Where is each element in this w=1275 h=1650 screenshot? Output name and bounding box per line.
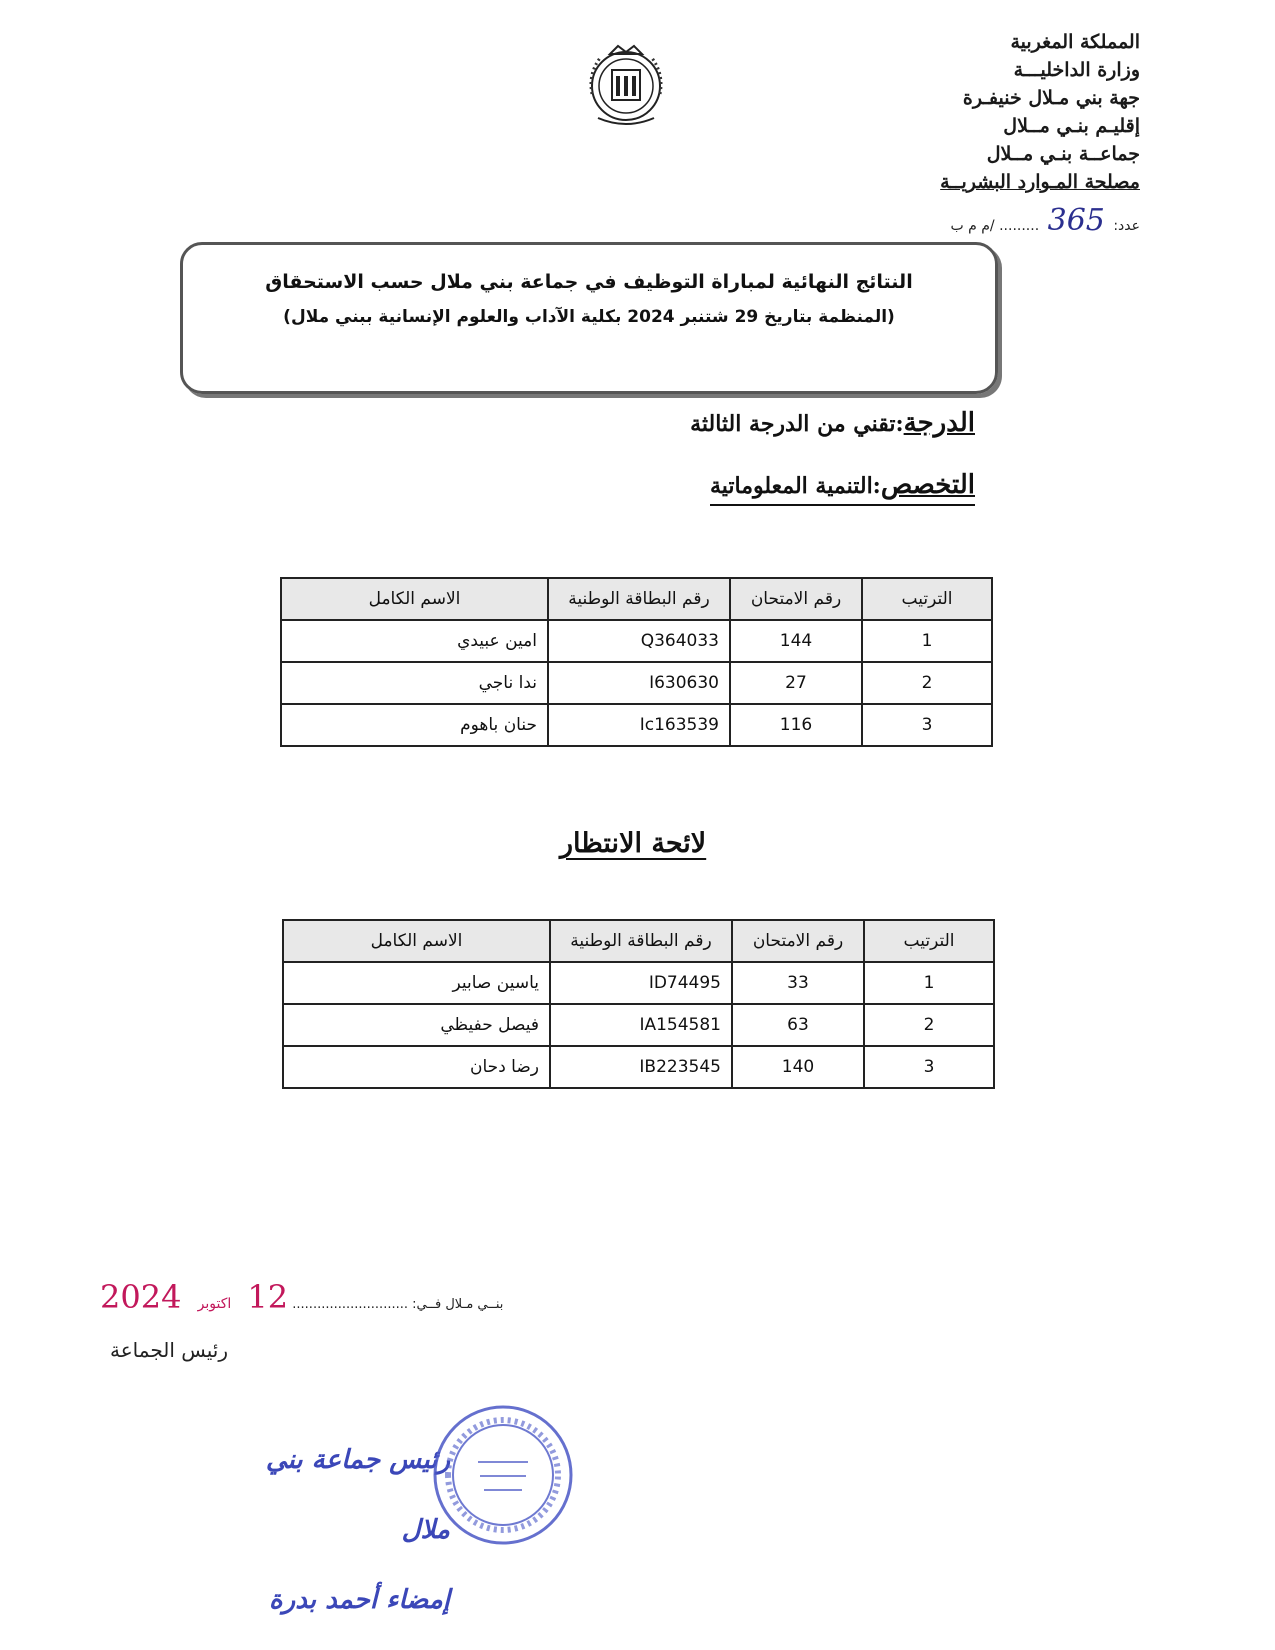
place-date-line (100, 1278, 503, 1316)
ref-number-handwritten: 365 (1047, 203, 1105, 238)
cell-national-id: Q364033 (548, 620, 730, 662)
date-dots: ............................ (292, 1297, 408, 1312)
table-row (281, 620, 992, 662)
table-row (283, 1004, 994, 1046)
header-rank: الترتيب (862, 578, 992, 620)
final-results-table (280, 577, 993, 747)
place-label: بنــي مـلال فــي: (412, 1297, 504, 1312)
cell-full-name: ندا ناجي (281, 662, 548, 704)
table-header-row (281, 578, 992, 620)
grade-label: الدرجة (903, 408, 975, 438)
header-kingdom: المملكة المغربية (1010, 31, 1140, 53)
specialty-label: التخصص (880, 470, 975, 500)
cell-exam-number: 116 (730, 704, 862, 746)
cell-full-name: ياسين صابير (283, 962, 550, 1004)
date-month: اكتوبر (197, 1296, 232, 1312)
signature-block (240, 1425, 450, 1635)
header-rank: الترتيب (864, 920, 994, 962)
grade-line (690, 408, 975, 438)
cell-national-id: ID74495 (550, 962, 732, 1004)
header-national-id: رقم البطاقة الوطنية (548, 578, 730, 620)
cell-rank: 2 (862, 662, 992, 704)
date-year: 2024 (100, 1278, 182, 1316)
header-full-name: الاسم الكامل (281, 578, 548, 620)
cell-national-id: IB223545 (550, 1046, 732, 1088)
ref-label: عدد: (1113, 218, 1140, 234)
cell-exam-number: 140 (732, 1046, 864, 1088)
document-title: النتائج النهائية لمباراة التوظيف في جماعة بني ملال حسب الاستحقاق (265, 271, 913, 293)
table-row (281, 662, 992, 704)
table-row (283, 1046, 994, 1088)
cell-national-id: Ic163539 (548, 704, 730, 746)
document-subtitle: (المنظمة بتاريخ 29 شتنبر 2024 بكلية الآداب والعلوم الإنسانية ببني ملال) (283, 307, 895, 327)
cell-exam-number: 144 (730, 620, 862, 662)
cell-full-name: رضا دحان (283, 1046, 550, 1088)
president-label: رئيس الجماعة (110, 1338, 228, 1362)
cell-full-name: فيصل حفيظي (283, 1004, 550, 1046)
header-exam-number: رقم الامتحان (730, 578, 862, 620)
table-header-row (283, 920, 994, 962)
date-day: 12 (247, 1278, 289, 1316)
cell-rank: 3 (864, 1046, 994, 1088)
waitlist-title: لائحة الانتظار (560, 828, 707, 859)
date-stamp (100, 1278, 288, 1316)
table-row (283, 962, 994, 1004)
ref-suffix: /م م ب (950, 218, 995, 234)
header-department: مصلحة المـوارد البشريــة (940, 171, 1140, 193)
table-row (281, 704, 992, 746)
signature-line1: رئيس جماعة بني ملال (265, 1445, 450, 1545)
reference-number-line (951, 203, 1140, 238)
grade-value: :تقني من الدرجة الثالثة (690, 411, 904, 437)
specialty-value: :التنمية المعلوماتية (709, 473, 881, 499)
header-province: إقليـم بنـي مــلال (1003, 115, 1140, 137)
header-national-id: رقم البطاقة الوطنية (550, 920, 732, 962)
official-seal-icon (428, 1400, 578, 1550)
signature-line2: إمضاء أحمد بدرة (269, 1585, 450, 1615)
header-exam-number: رقم الامتحان (732, 920, 864, 962)
cell-rank: 1 (862, 620, 992, 662)
cell-rank: 3 (862, 704, 992, 746)
title-box (180, 242, 998, 394)
cell-rank: 2 (864, 1004, 994, 1046)
cell-exam-number: 27 (730, 662, 862, 704)
cell-full-name: امين عبيدي (281, 620, 548, 662)
header-commune: جماعــة بنـي مــلال (986, 143, 1140, 165)
header-ministry: وزارة الداخليـــة (1013, 59, 1140, 81)
commune-emblem-icon (578, 34, 674, 130)
cell-exam-number: 63 (732, 1004, 864, 1046)
specialty-line (710, 470, 975, 506)
cell-national-id: I630630 (548, 662, 730, 704)
header-region: جهة بني مـلال خنيفـرة (962, 87, 1140, 109)
administrative-header (930, 28, 1140, 196)
specialty-underline (710, 504, 975, 506)
header-full-name: الاسم الكامل (283, 920, 550, 962)
cell-rank: 1 (864, 962, 994, 1004)
waitlist-table (282, 919, 995, 1089)
ref-dots: ......... (999, 218, 1040, 234)
cell-full-name: حنان باهوم (281, 704, 548, 746)
cell-exam-number: 33 (732, 962, 864, 1004)
cell-national-id: IA154581 (550, 1004, 732, 1046)
